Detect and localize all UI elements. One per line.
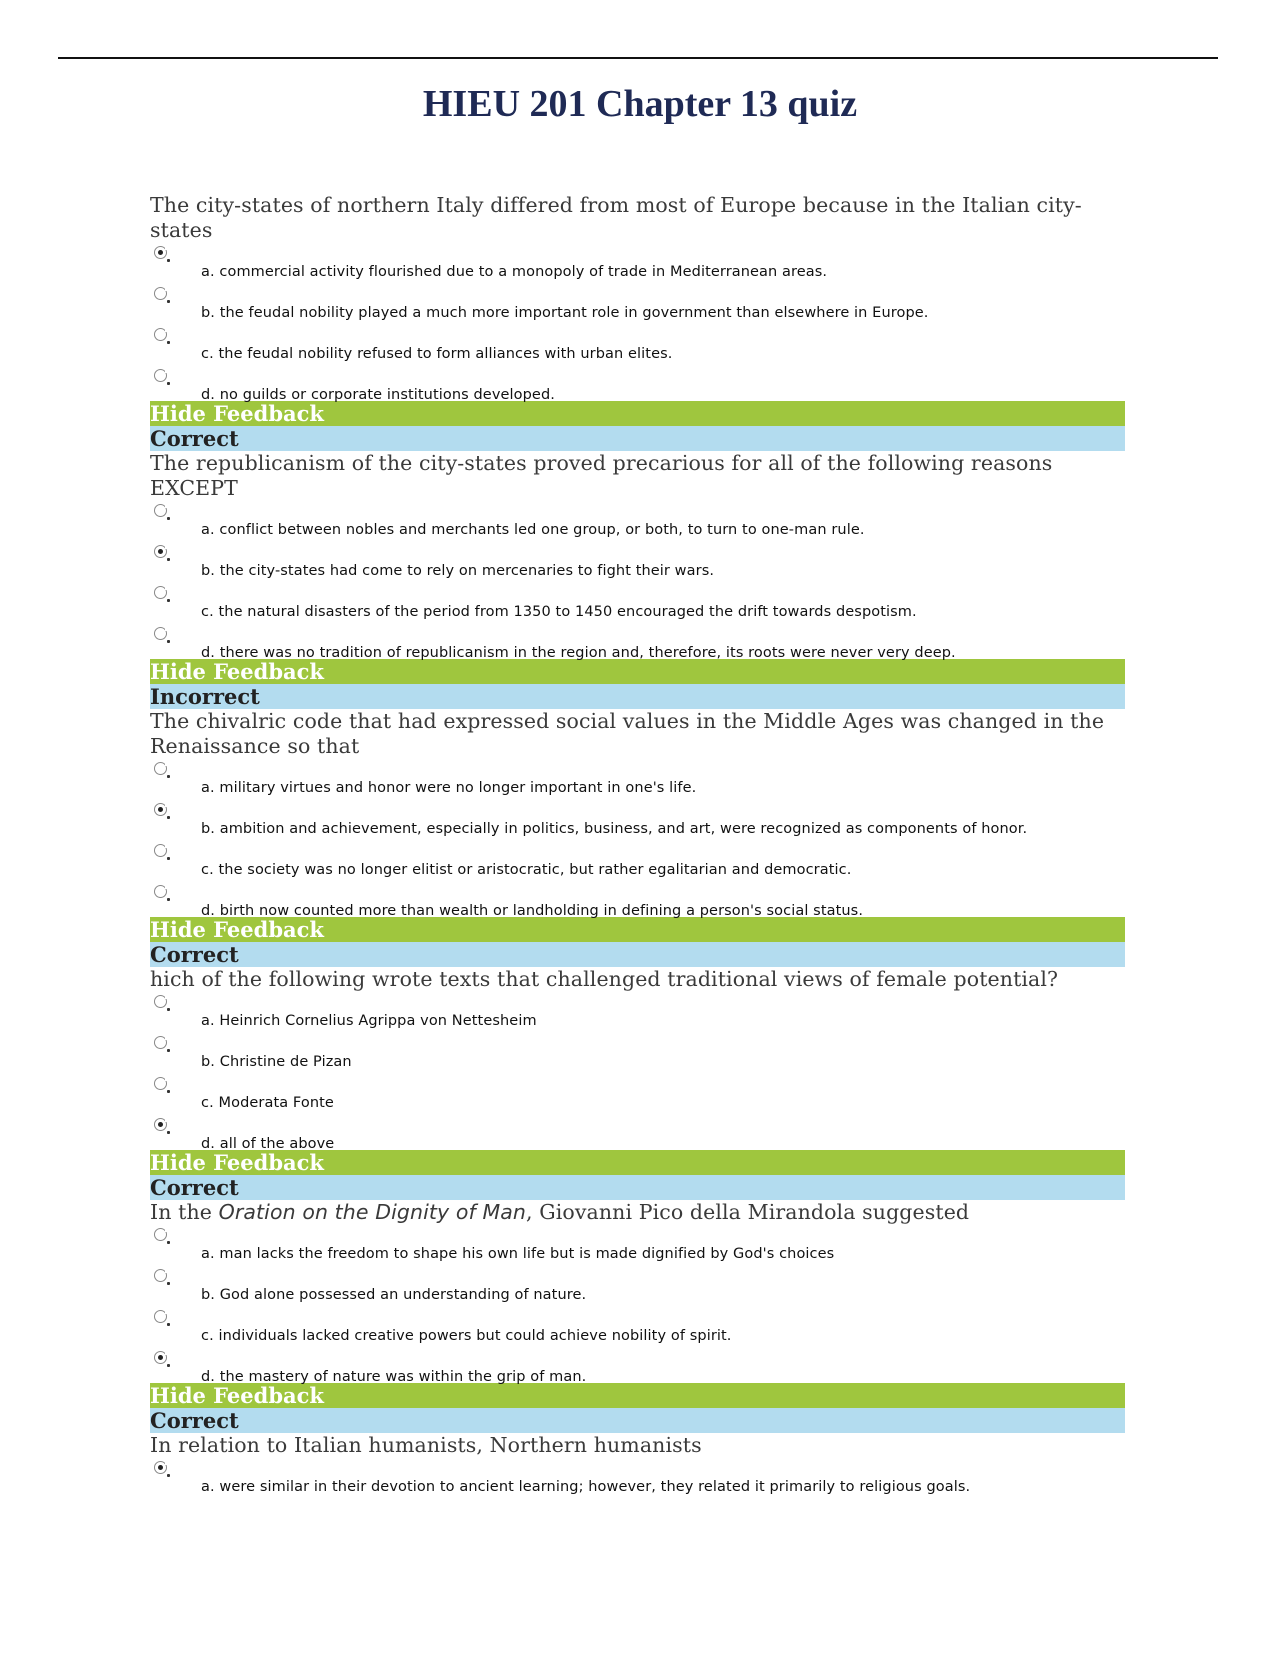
question-text-italic: Oration on the Dignity of Man: [218, 1200, 527, 1224]
answer-option[interactable]: [150, 624, 1125, 661]
answer-option[interactable]: [150, 800, 1125, 841]
radio-icon[interactable]: [154, 1310, 167, 1323]
answer-option[interactable]: [150, 366, 1125, 403]
option-label: c. individuals lacked creative powers but could achieve nobility of spirit.: [201, 1328, 732, 1344]
option-label: a. were similar in their devotion to ancient learning; however, they related it primarily to religious goals.: [201, 1479, 971, 1495]
option-label: a. conflict between nobles and merchants led one group, or both, to turn to one-man rule.: [201, 522, 865, 538]
answer-option[interactable]: [150, 992, 1125, 1033]
question-block: [150, 967, 1125, 1200]
question-text-after: , Giovanni Pico della Mirandola suggested: [526, 1200, 970, 1224]
answer-option[interactable]: [150, 583, 1125, 624]
option-label: d. there was no tradition of republicanism in the region and, therefore, its roots were never very deep.: [201, 645, 956, 661]
radio-icon[interactable]: [154, 1228, 167, 1241]
question-block: [150, 709, 1125, 967]
answer-option[interactable]: [150, 325, 1125, 366]
result-label: Correct: [150, 942, 1125, 967]
radio-icon[interactable]: [154, 844, 167, 857]
answer-option[interactable]: [150, 501, 1125, 542]
answer-option[interactable]: [150, 1225, 1125, 1266]
question-block: [150, 1433, 1125, 1499]
option-label: d. birth now counted more than wealth or landholding in defining a person's social status.: [201, 903, 864, 919]
radio-icon[interactable]: [154, 328, 167, 341]
option-label: c. the feudal nobility refused to form alliances with urban elites.: [201, 346, 673, 362]
option-label: d. no guilds or corporate institutions developed.: [201, 387, 555, 403]
answer-option[interactable]: [150, 243, 1125, 284]
answer-option[interactable]: [150, 882, 1125, 919]
question-text: The republicanism of the city-states proved precarious for all of the following reasons EXCEPT: [150, 451, 1053, 500]
hide-feedback-link[interactable]: Hide Feedback: [150, 659, 1125, 684]
document-title: HIEU 201 Chapter 13 quiz: [422, 83, 858, 125]
hide-feedback-link[interactable]: Hide Feedback: [150, 1150, 1125, 1175]
question-text: The chivalric code that had expressed social values in the Middle Ages was changed in the Renaissance so that: [150, 709, 1105, 758]
radio-icon[interactable]: [154, 287, 167, 300]
radio-icon[interactable]: [154, 586, 167, 599]
option-label: a. Heinrich Cornelius Agrippa von Nettesheim: [201, 1013, 537, 1029]
quiz-content: [150, 193, 1125, 1499]
question-block: [150, 1200, 1125, 1433]
option-label: c. Moderata Fonte: [201, 1095, 334, 1111]
radio-selected-icon[interactable]: [154, 246, 167, 259]
answer-option[interactable]: [150, 841, 1125, 882]
radio-icon[interactable]: [154, 1077, 167, 1090]
option-label: a. commercial activity flourished due to a monopoly of trade in Mediterranean areas.: [201, 264, 828, 280]
radio-icon[interactable]: [154, 762, 167, 775]
radio-icon[interactable]: [154, 885, 167, 898]
option-label: b. God alone possessed an understanding of nature.: [201, 1287, 587, 1303]
question-text-before: In the: [150, 1200, 219, 1224]
radio-selected-icon[interactable]: [154, 1461, 167, 1474]
option-label: d. the mastery of nature was within the grip of man.: [201, 1369, 587, 1385]
question-text: In relation to Italian humanists, Northern humanists: [150, 1433, 702, 1457]
radio-icon[interactable]: [154, 369, 167, 382]
answer-option[interactable]: [150, 1266, 1125, 1307]
answer-option[interactable]: [150, 1115, 1125, 1152]
option-label: a. man lacks the freedom to shape his own life but is made dignified by God's choices: [201, 1246, 835, 1262]
answer-option[interactable]: [150, 1307, 1125, 1348]
radio-selected-icon[interactable]: [154, 1351, 167, 1364]
result-label: Correct: [150, 426, 1125, 451]
question-block: [150, 193, 1125, 451]
answer-option[interactable]: [150, 1074, 1125, 1115]
result-label: Correct: [150, 1175, 1125, 1200]
result-label: Correct: [150, 1408, 1125, 1433]
radio-icon[interactable]: [154, 995, 167, 1008]
answer-option[interactable]: [150, 1348, 1125, 1385]
question-text: hich of the following wrote texts that challenged traditional views of female potential?: [150, 967, 1059, 991]
answer-option[interactable]: [150, 1458, 1125, 1499]
radio-icon[interactable]: [154, 1269, 167, 1282]
answer-option[interactable]: [150, 542, 1125, 583]
option-label: a. military virtues and honor were no longer important in one's life.: [201, 780, 697, 796]
answer-option[interactable]: [150, 284, 1125, 325]
question-block: [150, 451, 1125, 709]
hide-feedback-link[interactable]: Hide Feedback: [150, 917, 1125, 942]
radio-selected-icon[interactable]: [154, 803, 167, 816]
option-label: d. all of the above: [201, 1136, 335, 1152]
option-label: b. the city-states had come to rely on mercenaries to fight their wars.: [201, 563, 715, 579]
option-label: b. ambition and achievement, especially in politics, business, and art, were recognized as components of honor.: [201, 821, 1028, 837]
question-text: [150, 1200, 1125, 1225]
option-label: c. the society was no longer elitist or aristocratic, but rather egalitarian and democratic.: [201, 862, 852, 878]
result-label: Incorrect: [150, 684, 1125, 709]
option-label: b. Christine de Pizan: [201, 1054, 352, 1070]
hide-feedback-link[interactable]: Hide Feedback: [150, 401, 1125, 426]
option-label: b. the feudal nobility played a much more important role in government than elsewhere in Europe.: [201, 305, 929, 321]
radio-icon[interactable]: [154, 1036, 167, 1049]
question-text: The city-states of northern Italy differed from most of Europe because in the Italian city-states: [150, 193, 1082, 242]
answer-option[interactable]: [150, 1033, 1125, 1074]
top-rule: [58, 57, 1218, 59]
answer-option[interactable]: [150, 759, 1125, 800]
radio-selected-icon[interactable]: [154, 1118, 167, 1131]
radio-selected-icon[interactable]: [154, 545, 167, 558]
radio-icon[interactable]: [154, 627, 167, 640]
radio-icon[interactable]: [154, 504, 167, 517]
hide-feedback-link[interactable]: Hide Feedback: [150, 1383, 1125, 1408]
option-label: c. the natural disasters of the period from 1350 to 1450 encouraged the drift towards despotism.: [201, 604, 917, 620]
